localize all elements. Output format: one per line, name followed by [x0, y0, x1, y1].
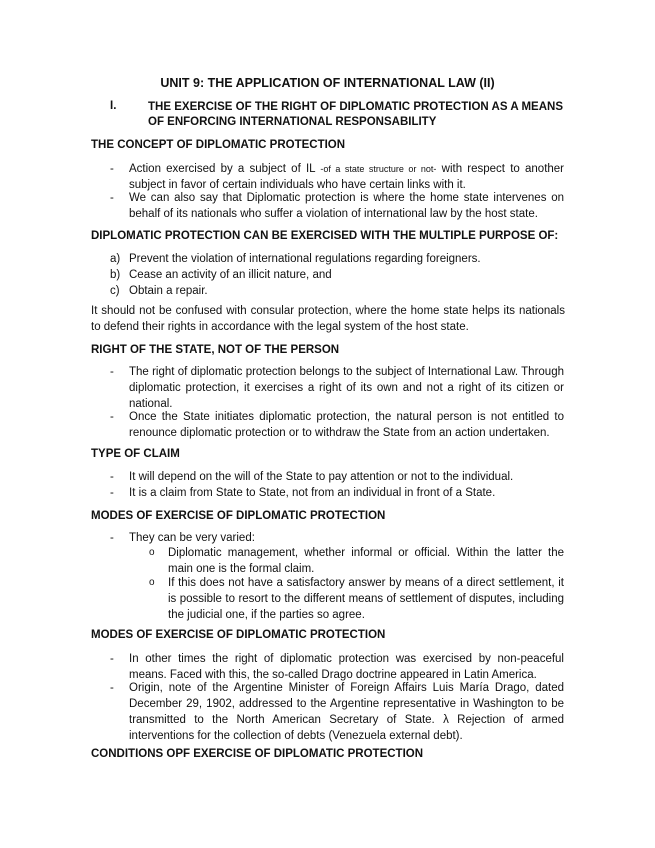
heading-right-of-state: RIGHT OF THE STATE, NOT OF THE PERSON: [91, 344, 340, 356]
modes2-item-1: In other times the right of diplomatic protection was exercised by non-peaceful means. Faced with this, the so-called Drago doctrine appeared in Latin America.: [129, 653, 564, 681]
bullet-dash: -: [110, 653, 114, 665]
unit-title: UNIT 9: THE APPLICATION OF INTERNATIONAL LAW (II): [160, 76, 495, 90]
bullet-dash: -: [110, 682, 114, 694]
heading-modes-1: MODES OF EXERCISE OF DIPLOMATIC PROTECTION: [91, 510, 386, 522]
bullet-circle: o: [149, 547, 155, 558]
bullet-dash: -: [110, 532, 114, 544]
modes1-item: They can be very varied:: [129, 532, 255, 544]
concept-item-2: We can also say that Diplomatic protection is where the home state intervenes on behalf of its nationals who suffer a violation of international law by the host state.: [129, 192, 564, 220]
modes1-sub-1: Diplomatic management, whether informal or official. Within the latter the main one is the formal claim.: [168, 547, 564, 575]
modes2-item-2: Origin, note of the Argentine Minister of Foreign Affairs Luis María Drago, dated December 29, 1902, addressed to the Argentine representative in Washington to be transmitted to the North American Secretary of State. λ Rejection of armed interventions for the collection of debts (Venezuela external debt).: [129, 682, 564, 742]
heading-modes-2: MODES OF EXERCISE OF DIPLOMATIC PROTECTION: [91, 629, 386, 641]
right-item-1: The right of diplomatic protection belongs to the subject of International Law. Through diplomatic protection, it exercises a right of its own and not a right of its citizen or national.: [129, 366, 564, 410]
purpose-item-c: Obtain a repair.: [129, 285, 208, 297]
modes1-sub-2: If this does not have a satisfactory answer by means of a direct settlement, it is possible to resort to the different means of settlement of disputes, including the judicial one, if the parties so agree.: [168, 577, 564, 621]
bullet-dash: -: [110, 163, 114, 175]
list-marker-c: c): [110, 285, 120, 297]
purpose-item-b: Cease an activity of an illicit nature, and: [129, 269, 332, 281]
claim-item-2: It is a claim from State to State, not from an individual in front of a State.: [129, 487, 496, 499]
heading-type-of-claim: TYPE OF CLAIM: [91, 448, 180, 460]
consular-paragraph: It should not be confused with consular protection, where the home state helps its nationals to defend their rights in accordance with the legal system of the host state.: [91, 305, 565, 333]
section-heading: THE EXERCISE OF THE RIGHT OF DIPLOMATIC PROTECTION AS A MEANS OF ENFORCING INTERNATIONAL RESPONSABILITY: [148, 101, 563, 128]
claim-item-1: It will depend on the will of the State to pay attention or not to the individual.: [129, 471, 514, 483]
bullet-dash: -: [110, 487, 114, 499]
bullet-dash: -: [110, 471, 114, 483]
right-item-2: Once the State initiates diplomatic protection, the natural person is not entitled to renounce diplomatic protection or to withdraw the State from an action undertaken.: [129, 411, 564, 439]
heading-conditions: CONDITIONS OPF EXERCISE OF DIPLOMATIC PROTECTION: [91, 748, 424, 760]
bullet-dash: -: [110, 192, 114, 204]
purpose-item-a: Prevent the violation of international regulations regarding foreigners.: [129, 253, 481, 265]
bullet-circle: o: [149, 577, 155, 588]
concept-item-1: Action exercised by a subject of IL -of a state structure or not- with respect to another subject in favor of certain individuals who have certain links with it.: [129, 163, 565, 191]
list-marker-a: a): [110, 253, 121, 265]
bullet-dash: -: [110, 411, 114, 423]
heading-concept: THE CONCEPT OF DIPLOMATIC PROTECTION: [91, 139, 346, 151]
section-numeral: I.: [110, 100, 117, 112]
bullet-dash: -: [110, 366, 114, 378]
list-marker-b: b): [110, 269, 121, 281]
heading-purpose: DIPLOMATIC PROTECTION CAN BE EXERCISED WITH THE MULTIPLE PURPOSE OF:: [91, 230, 559, 242]
